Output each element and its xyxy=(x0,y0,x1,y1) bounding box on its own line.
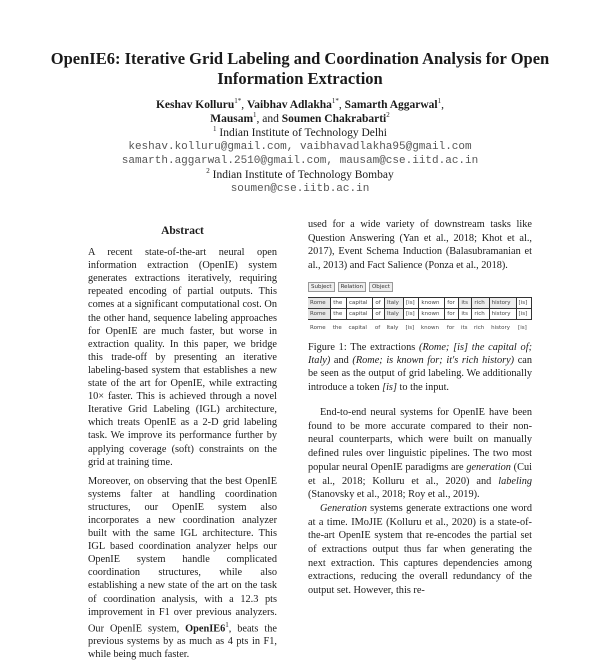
intro-continued xyxy=(308,218,532,273)
title-line-1: OpenIE6: Iterative Grid Labeling and Coordination Analysis for Open xyxy=(50,49,550,68)
grid-cell: for xyxy=(445,309,459,320)
text: Moreover, on observing that the best OpenIE systems falter at handling coordination structures, our OpenIE system also incorporates a new coordination analyzer built with the same IGL architecture. This IGL based coordination analyzer helps our OpenIE system handle complicated coordination structures, while also establishing a new state of the art on the task of coordination analysis, with a 12.3 pts improvement in F1 over previous analyzers. Our OpenIE system, xyxy=(88,475,277,635)
author-name: Samarth Aggarwal xyxy=(344,99,438,111)
grid-cell: rich xyxy=(473,325,485,331)
author-block xyxy=(40,98,560,196)
grid-cell: [is] xyxy=(404,309,419,320)
figure-legend xyxy=(308,282,532,292)
title-line-2: Information Extraction xyxy=(217,69,383,88)
affiliation-mark: 2 xyxy=(206,167,210,176)
footnote-mark[interactable]: 1 xyxy=(225,620,229,629)
grid-cell: history xyxy=(489,309,516,320)
author-mark: 2 xyxy=(386,111,390,120)
system-name: OpenIE6 xyxy=(185,623,226,635)
figure-caption xyxy=(308,341,532,394)
legend-subject: Subject xyxy=(308,282,335,292)
affiliation-name: Indian Institute of Technology Bombay xyxy=(212,169,394,181)
grid-cell: known xyxy=(420,325,439,331)
figure-1 xyxy=(308,282,532,394)
paper-title xyxy=(40,49,560,89)
affiliation-name: Indian Institute of Technology Delhi xyxy=(219,127,387,139)
grid-cell: Rome xyxy=(310,325,326,331)
affiliation-1 xyxy=(40,126,560,140)
grid-cell: its xyxy=(459,309,472,320)
intro-paragraph: used for a wide variety of downstream tasks like Question Answering (Yan et al., 2018; Khot et al., 2017), Event Schema Induction (Balasubramanian et al., 2013) and Fact Salience (Ponza et al., 2018). xyxy=(308,219,532,272)
author-mark: 1 xyxy=(253,111,257,120)
emails-2[interactable]: soumen@cse.iitb.ac.in xyxy=(230,183,370,195)
text: End-to-end neural systems for OpenIE have been found to be more accurate compared to their non-neural counterparts, which were built on manually defined rules over linguistic pipelines. The two most popular neural OpenIE paradigms are xyxy=(308,407,532,473)
grid-cell: [is] xyxy=(518,325,527,331)
emails-1-line-2[interactable]: samarth.aggarwal.2510@gmail.com, mausam@cse.iitd.ac.in xyxy=(121,155,479,167)
abstract-heading: Abstract xyxy=(161,225,204,237)
extraction-2: (Rome; is known for; it's rich history) xyxy=(352,355,515,367)
grid-row-input xyxy=(308,320,532,334)
author-list-line-2 xyxy=(40,112,560,126)
grid-cell: for xyxy=(446,325,455,331)
text: , beats the previous systems by as much as 4 pts in F1, while being much faster. xyxy=(88,623,277,661)
author-name: Keshav Kolluru xyxy=(155,99,235,111)
label-grid xyxy=(308,297,532,333)
grid-cell: the xyxy=(331,309,347,320)
legend-relation: Relation xyxy=(338,282,366,292)
grid-cell: rich xyxy=(472,298,489,309)
term-labeling: labeling xyxy=(498,475,532,487)
author-name: Soumen Chakrabarti xyxy=(281,113,387,125)
author-mark: 1 xyxy=(437,97,442,106)
term-generation: Generation xyxy=(320,502,367,514)
paragraph-neural-systems xyxy=(308,406,532,502)
extraction-1: (Rome; [is] the capital of; Italy) xyxy=(308,342,532,367)
grid-cell: Italy xyxy=(384,298,403,309)
grid-cell: Italy xyxy=(386,325,399,331)
grid-cell: the xyxy=(331,298,347,309)
grid-cell: for xyxy=(445,298,459,309)
abstract-section xyxy=(88,225,277,667)
grid-cell: known xyxy=(419,309,445,320)
grid-cell: its xyxy=(459,298,472,309)
author-mark: 1* xyxy=(234,97,242,106)
grid-cell: capital xyxy=(346,298,372,309)
grid-cell: capital xyxy=(346,309,372,320)
grid-cell: of xyxy=(374,325,381,331)
text: (Stanovsky et al., 2018; Roy et al., 2019). xyxy=(308,489,480,501)
text: can be seen as the output of grid labeling. We additionally introduce a token xyxy=(308,355,533,393)
abstract-paragraph-2 xyxy=(88,475,277,662)
grid-cell: the xyxy=(332,325,342,331)
token: [is] xyxy=(382,381,397,393)
term-generation: generation xyxy=(466,461,511,473)
emails-1-line-1[interactable]: keshav.kolluru@gmail.com, vaibhavadlakha95@gmail.com xyxy=(128,141,472,153)
grid-cell: of xyxy=(373,309,385,320)
grid-cell: Rome xyxy=(308,309,331,320)
grid-cell: capital xyxy=(348,325,367,331)
grid-cell: of xyxy=(373,298,385,309)
grid-cell: [is] xyxy=(516,298,531,309)
text: (Cui et al., 2018; Kolluru et al., 2020) and xyxy=(308,461,532,487)
and-text: , and xyxy=(256,113,282,125)
author-mark: 1* xyxy=(331,97,339,106)
grid-cell: Italy xyxy=(384,309,403,320)
grid-cell: history xyxy=(491,325,511,331)
text: to the input. xyxy=(396,381,450,393)
text: and xyxy=(330,355,353,367)
grid-cell: [is] xyxy=(516,309,531,320)
grid-cell: [is] xyxy=(404,298,419,309)
affiliation-2 xyxy=(40,168,560,182)
abstract-paragraph-1: A recent state-of-the-art neural open information extraction (OpenIE) system generates extractions iteratively, requiring repeated encoding of partial outputs. This comes at a significant computational cost. On the other hand, sequence labeling approaches for OpenIE are much faster, but worse in extraction quality. In this paper, we bridge this trade-off by presenting an iterative labeling-based system that establishes a new state of the art for OpenIE, while extracting 10× faster. This is achieved through a novel Iterative Grid Labeling (IGL) architecture, which treats OpenIE as a 2-D grid labeling task. We improve its performance further by applying coverage (soft) constraints on the grid at training time. xyxy=(88,247,277,468)
grid-row-1 xyxy=(308,298,532,309)
grid-cell: history xyxy=(489,298,516,309)
author-name: Vaibhav Adlakha xyxy=(247,99,332,111)
author-name: Mausam xyxy=(210,113,254,125)
grid-row-2 xyxy=(308,309,532,320)
legend-object: Object xyxy=(369,282,393,292)
grid-cell: known xyxy=(419,298,445,309)
grid-cell: Rome xyxy=(308,298,331,309)
text: Figure 1: The extractions xyxy=(308,342,420,353)
grid-cell: rich xyxy=(472,309,489,320)
text: systems generate extractions one word at a time. IMoJIE (Kolluru et al., 2020) is a state-of-the-art OpenIE system that re-encodes the partial set of extractions output thus far when generating the next extraction. This captures dependencies among extractions, reducing the overall redundancy of the output set. However, this re- xyxy=(308,502,532,597)
intro-body xyxy=(308,406,532,598)
paragraph-generation xyxy=(308,502,532,598)
affiliation-mark: 1 xyxy=(213,125,217,134)
grid-cell: its xyxy=(460,325,468,331)
author-list-line-1: Keshav Kolluru$^{1*}$, Vaibhav Adlakha$^{1*}$, Samarth Aggarwal$^1$, xyxy=(155,97,445,111)
grid-cell: [is] xyxy=(405,325,415,331)
